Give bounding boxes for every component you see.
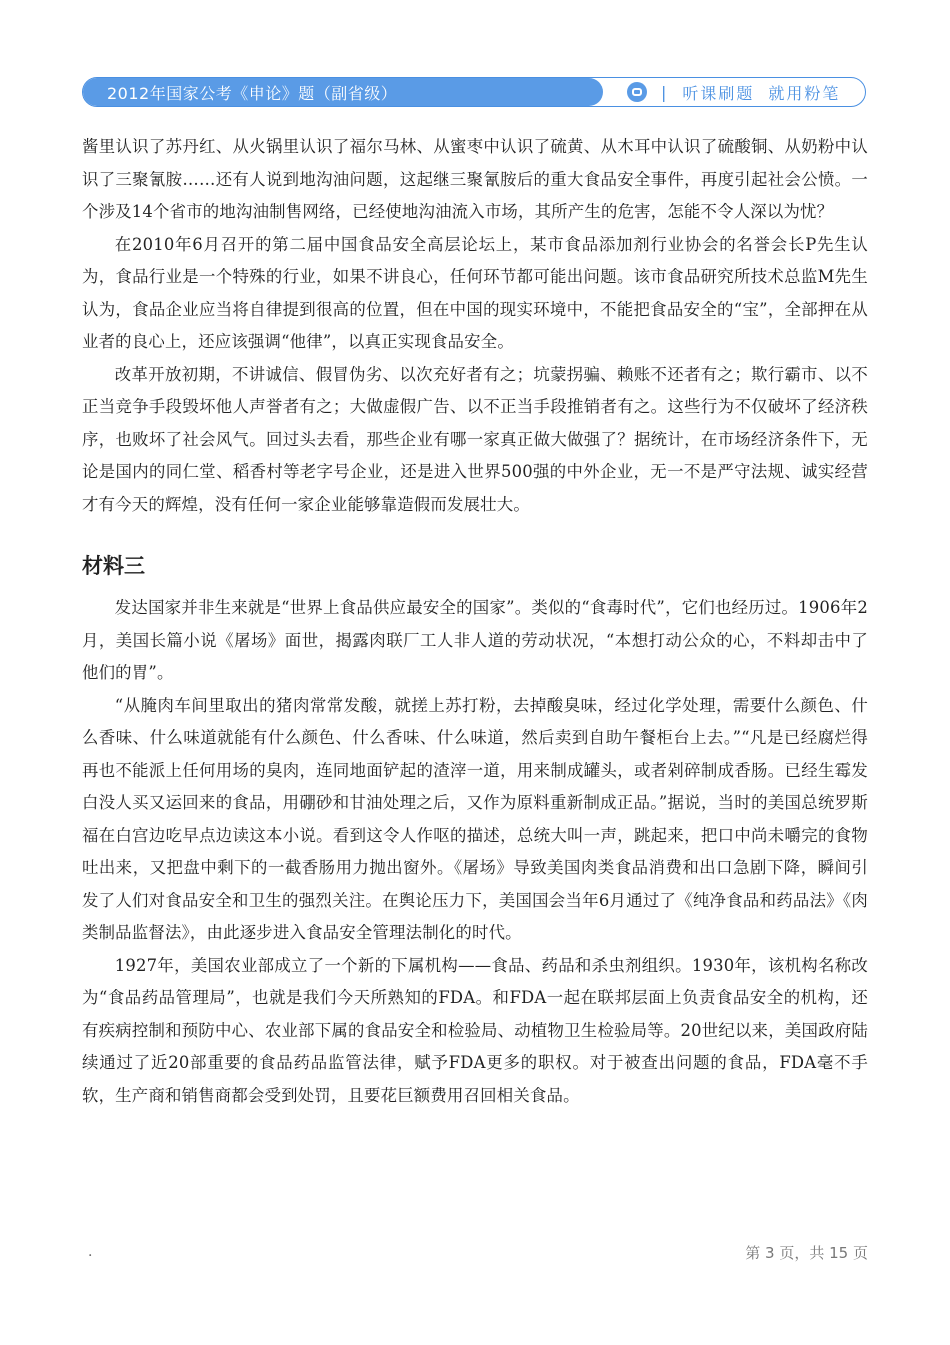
slogan-left: 听课刷题 xyxy=(682,83,755,103)
document-body xyxy=(82,131,868,1112)
paragraph: 在2010年6月召开的第二届中国食品安全高层论坛上，某市食品添加剂行业协会的名誉会长P先生认为，食品行业是一个特殊的行业，如果不讲良心，任何环节都可能出问题。该市食品研究所技术总监M先生认为，食品企业应当将自律提到很高的位置，但在中国的现实环境中，不能把食品安全的“宝”，全部押在从业者的良心上，还应该强调“他律”，以真正实现食品安全。 xyxy=(82,234,868,351)
header-separator: | xyxy=(661,82,669,102)
fenbi-logo-icon xyxy=(627,82,647,102)
page-header xyxy=(82,77,866,107)
slogan-right: 就用粉笔 xyxy=(768,83,841,103)
paragraph: 酱里认识了苏丹红、从火锅里认识了福尔马林、从蜜枣中认识了硫黄、从木耳中认识了硫酸铜、从奶粉中认识了三聚氰胺……还有人说到地沟油问题，这起继三聚氰胺后的重大食品安全事件，再度引起社会公愤。一个涉及14个省市的地沟油制售网络，已经使地沟油流入市场，其所产生的危害，怎能不令人深以为忧？ xyxy=(82,137,868,221)
section-heading: 材料三 xyxy=(82,554,145,578)
header-slogan xyxy=(603,81,865,104)
paragraph: 1927年，美国农业部成立了一个新的下属机构——食品、药品和杀虫剂组织。1930年，该机构名称改为“食品药品管理局”，也就是我们今天所熟知的FDA。和FDA一起在联邦层面上负责食品安全的机构，还有疾病控制和预防中心、农业部下属的食品安全和检验局、动植物卫生检验局等。20世纪以来，美国政府陆续通过了近20部重要的食品药品监管法律，赋予FDA更多的职权。对于被查出问题的食品，FDA毫不手软，生产商和销售商都会受到处罚，且要花巨额费用召回相关食品。 xyxy=(82,955,868,1105)
footer-dot: · xyxy=(88,1248,93,1264)
paragraph: “从腌肉车间里取出的猪肉常常发酸，就搓上苏打粉，去掉酸臭味，经过化学处理，需要什么颜色、什么香味、什么味道就能有什么颜色、什么香味、什么味道，然后卖到自助午餐柜台上去。”“凡是已经腐烂得再也不能派上任何用场的臭肉，连同地面铲起的渣滓一道，用来制成罐头，或者剁碎制成香肠。已经生霉发白没人买又运回来的食品，用硼砂和甘油处理之后，又作为原料重新制成正品。”据说，当时的美国总统罗斯福在白宫边吃早点边读这本小说。看到这令人作呕的描述，总统大叫一声，跳起来，把口中尚未嚼完的食物吐出来，又把盘中剩下的一截香肠用力抛出窗外。《屠场》导致美国肉类食品消费和出口急剧下降，瞬间引发了人们对食品安全和卫生的强烈关注。在舆论压力下，美国国会当年6月通过了《纯净食品和药品法》《肉类制品监督法》，由此逐步进入食品安全管理法制化的时代。 xyxy=(82,695,868,942)
page-number: 第 3 页，共 15 页 xyxy=(745,1244,868,1262)
paragraph: 发达国家并非生来就是“世界上食品供应最安全的国家”。类似的“食毒时代”，它们也经历过。1906年2月，美国长篇小说《屠场》面世，揭露肉联厂工人非人道的劳动状况，“本想打动公众的心，不料却击中了他们的胃”。 xyxy=(82,598,868,682)
paragraph: 改革开放初期，不讲诚信、假冒伪劣、以次充好者有之；坑蒙拐骗、赖账不还者有之；欺行霸市、以不正当竞争手段毁坏他人声誉者有之；大做虚假广告、以不正当手段推销者有之。这些行为不仅破坏了经济秩序，也败坏了社会风气。回过头去看，那些企业有哪一家真正做大做强了？据统计，在市场经济条件下，无论是国内的同仁堂、稻香村等老字号企业，还是进入世界500强的中外企业，无一不是严守法规、诚实经营才有今天的辉煌，没有任何一家企业能够靠造假而发展壮大。 xyxy=(82,364,868,514)
document-title: 2012年国家公考《申论》题（副省级） xyxy=(83,78,603,106)
